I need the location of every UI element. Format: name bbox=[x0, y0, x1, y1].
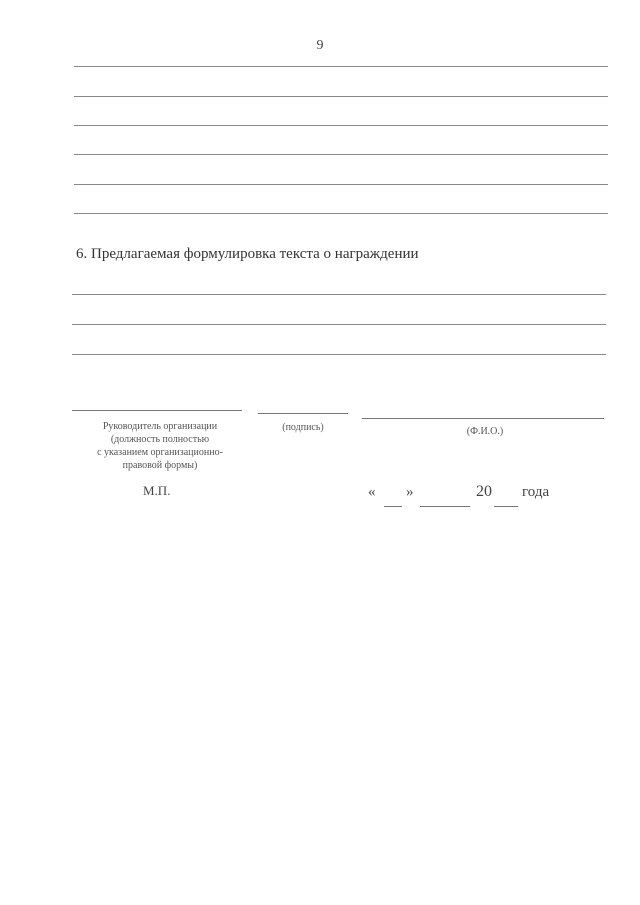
head-position-caption bbox=[72, 420, 248, 472]
form-line bbox=[74, 184, 608, 185]
caption-line: (должность полностью bbox=[110, 434, 210, 445]
head-position-line bbox=[72, 410, 242, 411]
form-line bbox=[74, 125, 608, 126]
date-open-quote: « bbox=[368, 484, 376, 500]
form-line bbox=[74, 213, 608, 214]
form-line bbox=[74, 96, 608, 97]
year-blank bbox=[494, 506, 518, 507]
date-century: 20 bbox=[476, 483, 492, 500]
form-line bbox=[72, 294, 606, 295]
section-heading: 6. Предлагаемая формулировка текста о награждении bbox=[76, 246, 419, 262]
caption-line: с указанием организационно- bbox=[97, 447, 223, 458]
date-close-quote: » bbox=[406, 484, 414, 500]
form-line bbox=[72, 354, 606, 355]
month-blank bbox=[420, 506, 470, 507]
page-number: 9 bbox=[316, 38, 324, 53]
form-line bbox=[72, 324, 606, 325]
full-name-line bbox=[362, 418, 604, 419]
form-line bbox=[74, 154, 608, 155]
caption-line: правовой формы) bbox=[122, 460, 198, 471]
full-name-caption: (Ф.И.О.) bbox=[466, 426, 504, 437]
stamp-placeholder: М.П. bbox=[143, 483, 171, 498]
signature-caption: (подпись) bbox=[282, 422, 324, 433]
day-blank bbox=[384, 506, 402, 507]
signature-line bbox=[258, 413, 348, 414]
form-line bbox=[74, 66, 608, 67]
date-suffix: года bbox=[522, 484, 550, 500]
caption-line: Руководитель организации bbox=[102, 421, 218, 432]
